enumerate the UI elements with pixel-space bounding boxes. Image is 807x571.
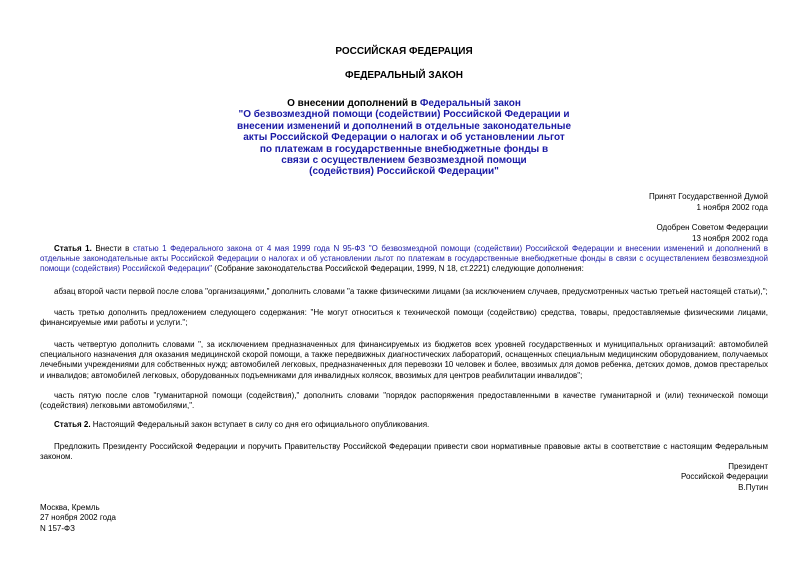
article-1-law-link[interactable]: статью 1 Федерального закона от 4 мая 1999 года N 95-ФЗ "О безвозмездной помощи (содействии) Российской Федерации и внесении изменений и дополнений в отдельные законодательные акты Российской Федерации о налогах и об установлении льгот по платежам в государственные внебюджетные фонды в связи с осуществлением безвозмездной помощи (содействия) Российской Федерации" (40, 244, 768, 274)
approved-line-1: Одобрен Советом Федерации (656, 223, 768, 232)
paragraph-3: часть четвертую дополнить словами ", за исключением предназначенных для финансируемых из бюджетов всех уровней государственных и муниципальных организаций: автомобилей специального назначения для оказания медицинской скорой помощи, а также передвижных диагностических лабораторий, оснащенных специальным медицинским оборудованием, получаемых лечебными учреждениями для собственных нужд; автомобилей легковых, предназначенных для перевозки 10 человек и более, ввозимых для домов ребенка, детских домов, домов престарелых и инвалидов; автомобилей легковых, оборудованных подъемниками для инвалидных колясок, ввозимых для центров реабилитации инвалидов"; (40, 340, 768, 380)
title-line-5[interactable]: связи с осуществлением безвозмездной помощи (281, 155, 527, 167)
place-date: 27 ноября 2002 года (40, 513, 116, 523)
signature-title: Президент (728, 462, 768, 471)
signature-block (681, 462, 768, 493)
accepted-date: 1 ноября 2002 года (696, 203, 768, 212)
place-date-block (40, 503, 116, 534)
title-prefix: О внесении дополнений в (287, 98, 420, 109)
paragraph-1: абзац второй части первой после слова "организациями," дополнить словами "а также физическими лицами (за исключением случаев, предусмотренных частью третьей настоящей статьи),"; (54, 287, 768, 296)
article-1 (40, 244, 768, 275)
title-line-6[interactable]: (содействия) Российской Федерации" (309, 166, 499, 178)
approved-date: 13 ноября 2002 года (692, 234, 768, 243)
article-1-label: Статья 1. (54, 244, 92, 253)
place-location: Москва, Кремль (40, 503, 100, 512)
paragraph-proposal: Предложить Президенту Российской Федерации и поручить Правительству Российской Федерации привести свои нормативные правовые акты в соответствие с настоящим Федеральным законом. (40, 442, 768, 462)
federal-law-link[interactable]: Федеральный закон (419, 98, 521, 109)
signature-name: В.Путин (738, 482, 768, 492)
country-heading: РОССИЙСКАЯ ФЕДЕРАЦИЯ (335, 46, 473, 57)
doc-type-heading: ФЕДЕРАЛЬНЫЙ ЗАКОН (345, 70, 463, 81)
title-first-line (210, 98, 598, 109)
document-page (40, 0, 768, 571)
title-line-3[interactable]: акты Российской Федерации о налогах и об установлении льгот (243, 132, 565, 144)
law-title (210, 98, 598, 178)
article-2-label: Статья 2. (54, 420, 91, 429)
accepted-by-duma (649, 191, 768, 213)
article-1-post: (Собрание законодательства Российской Федерации, 1999, N 18, ст.2221) следующие дополнения: (212, 264, 584, 274)
law-number: N 157-ФЗ (40, 523, 75, 533)
article-2-text: Настоящий Федеральный закон вступает в силу со дня его официального опубликования. (90, 420, 430, 429)
accepted-line-1: Принят Государственной Думой (648, 192, 768, 201)
title-line-1[interactable]: "О безвозмездной помощи (содействии) Российской Федерации и (238, 109, 570, 121)
title-line-4[interactable]: по платежам в государственные внебюджетные фонды в (259, 143, 549, 155)
approved-by-council (657, 222, 769, 244)
article-1-pre: Внести в (91, 244, 133, 253)
title-line-2[interactable]: внесении изменений и дополнений в отдельные законодательные (236, 120, 572, 132)
article-2 (40, 420, 768, 430)
paragraph-2: часть третью дополнить предложением следующего содержания: "Не могут относиться к технической помощи (содействию) средства, товары, предоставляемые физическими лицами, финансируемые ими работы и услуги."; (40, 308, 768, 328)
paragraph-4: часть пятую после слов "гуманитарной помощи (содействия)," дополнить словами "порядок распоряжения предоставленными в качестве гуманитарной и (или) технической помощи (содействия) легковыми автомобилями,". (40, 391, 768, 411)
signature-country: Российской Федерации (681, 472, 768, 482)
